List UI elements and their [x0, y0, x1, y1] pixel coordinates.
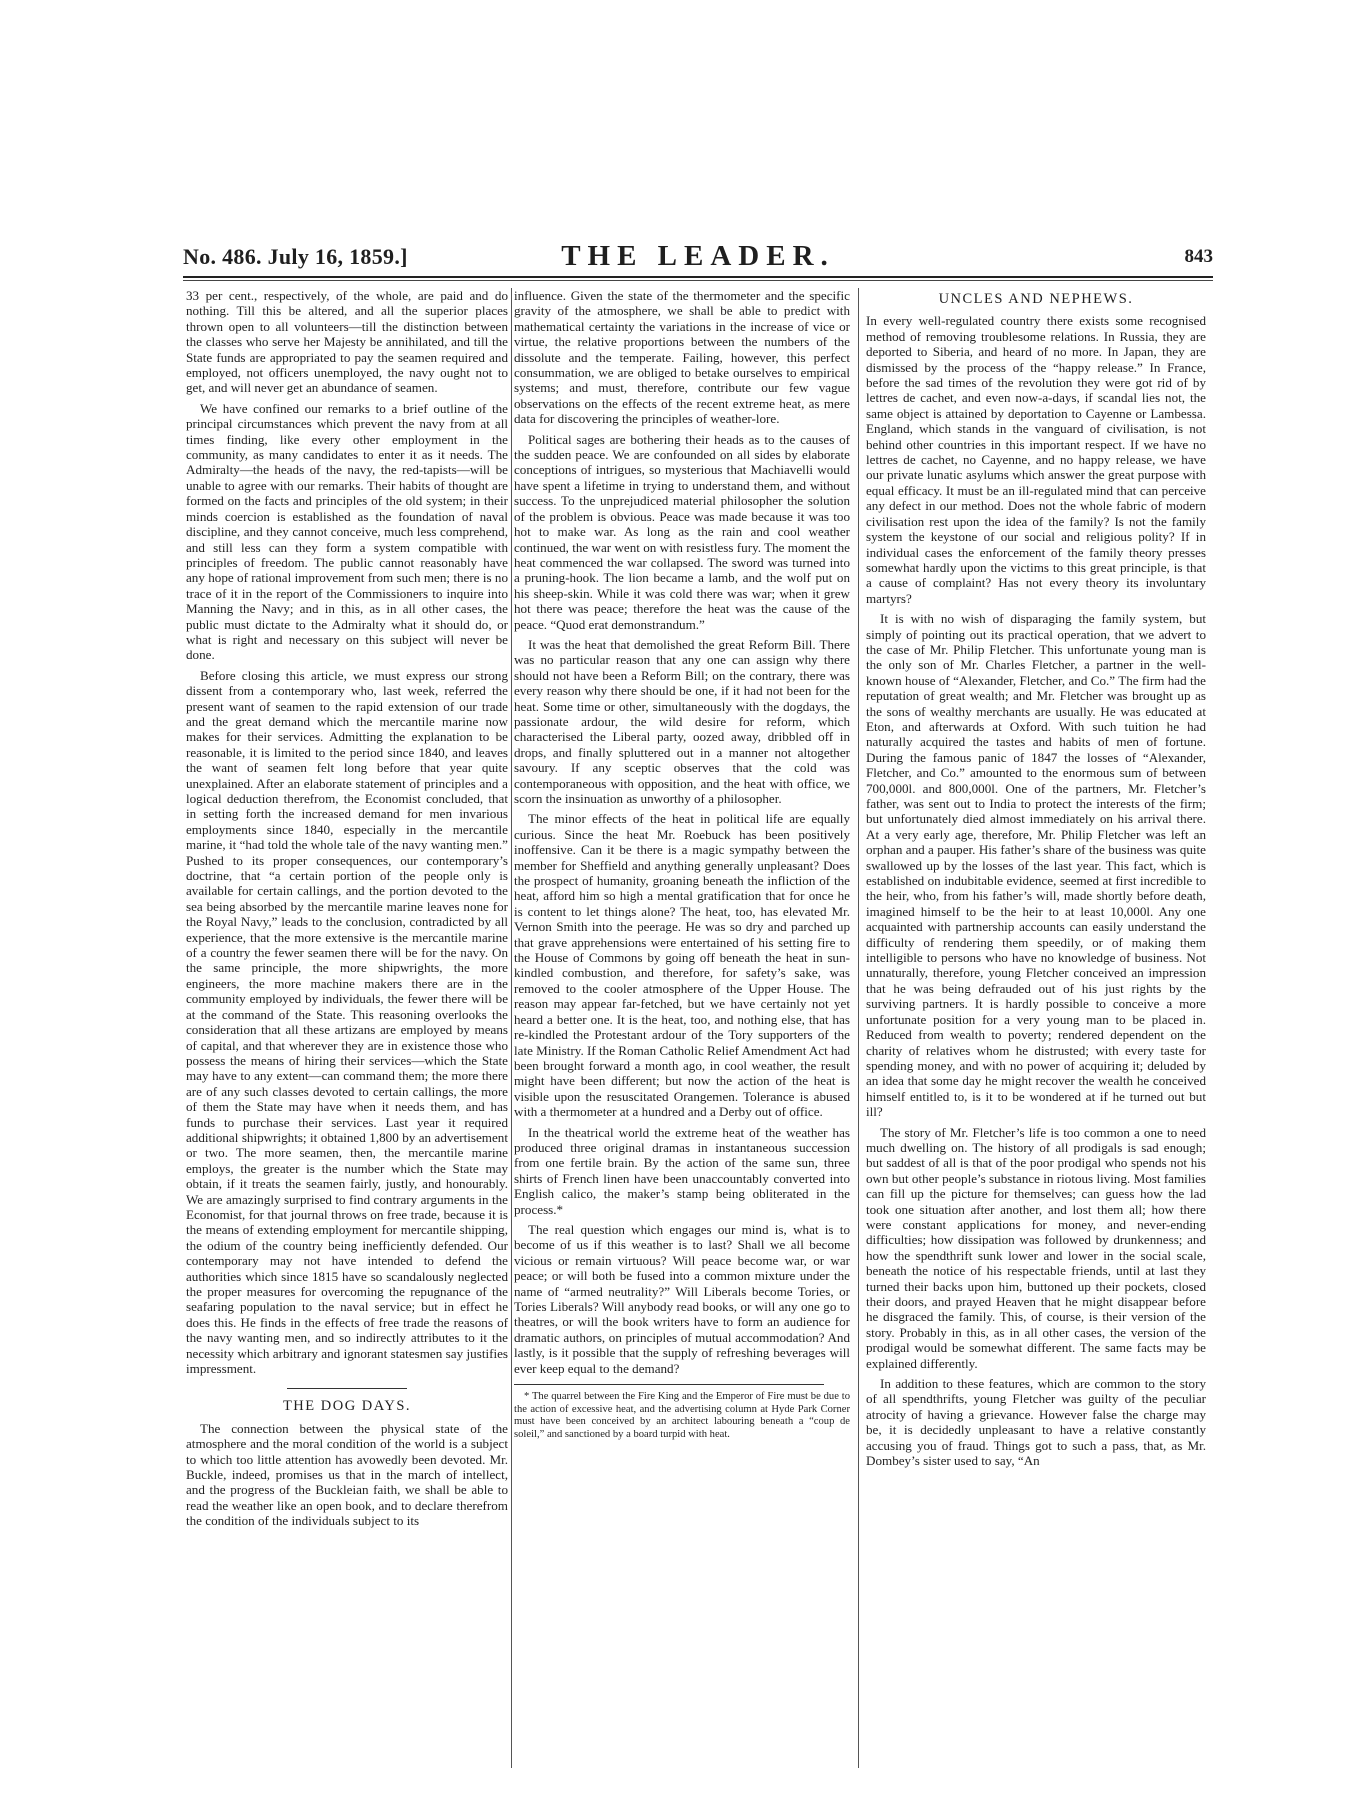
paragraph: The real question which engages our mind is, what is to become of us if this weather is to last? Shall we all become vicious or remain virtuous? Will peace become war, or war peace; or will both be fused into a common mixture under the name of “armed neutrality?” Will Liberals become Tories, or Tories Liberals? Will anybody read books, or will any one go to theatres, or will the book writers have to form an audience for dramatic authors, on principles of mutual accommodation? And lastly, is it possible that the supply of refreshing beverages will ever keep equal to the demand?	[514, 1221, 850, 1376]
paragraph: influence. Given the state of the thermometer and the specific gravity of the atmosphere, we shall be able to predict with mathematical certainty the variations in the increase of vice or virtue, the relative proportions between the numbers of the dissolute and the temperate. Failing, however, this perfect consummation, we are obliged to betake ourselves to empirical systems; and must, therefore, contribute our few vague observations on the effects of the recent extreme heat, as mere data for discovering the principles of weather-lore.	[514, 288, 850, 427]
column-divider	[511, 288, 512, 1768]
masthead	[183, 240, 1213, 280]
column-divider	[858, 288, 859, 1768]
paragraph: It was the heat that demolished the great Reform Bill. There was no particular reason that any one can assign why there should not have been a Reform Bill; on the contrary, there was every reason why there should be one, if it had not been for the heat. Some time or other, simultaneously with the dogdays, the passionate ardour, the wild desire for reform, which characterised the Liberal party, oozed away, dribbled off in drops, and finally spluttered out in a manner not altogether savoury. If any sceptic observes that the cold was contemporaneous with opposition, and the heat with office, we scorn the insinuation as unworthy of a philosopher.	[514, 636, 850, 806]
issue-date: No. 486. July 16, 1859.]	[183, 244, 408, 269]
paragraph: In every well-regulated country there exists some recognised method of removing troublesome relations. In Russia, they are deported to Siberia, and heard of no more. In Japan, they are dismissed by the process of the “happy release.” In France, before the sad times of the revolution they were got rid of by lettres de cachet, and even now-a-days, if scandal lies not, the same object is attained by deportation to Cayenne or Lambessa. England, which stands in the vanguard of civilisation, is not behind other countries in this important respect. If we have no lettres de cachet, no Cayenne, and no happy release, we have our private lunatic asylums which answer the great purpose with equal efficacy. It must be an ill-regulated mind that can perceive any defect in our method. Does not the whole fabric of modern civilisation rest upon the idea of the family? Is not the family system the keystone of our social and religious polity? If in individual cases the enforcement of the family theory presses somewhat hardly upon the victims to this great principle, is that a cause of complaint? Has not every theory its involuntary martyrs?	[866, 313, 1206, 606]
article-heading-uncles-and-nephews: UNCLES AND NEPHEWS.	[938, 291, 1134, 307]
paragraph: 33 per cent., respectively, of the whole, are paid and do nothing. Till this be altered, and all the superior places thrown open to all volunteers—till the distinction between the classes who serve her Majesty be annihilated, and till the State funds are appropriated to pay the seamen required and employed, not officers unemployed, the navy ought not to get, and will never get an abundance of seamen.	[186, 288, 508, 396]
paragraph: The minor effects of the heat in political life are equally curious. Since the heat Mr. Roebuck has been positively inoffensive. Can it be there is a magic sympathy between the member for Sheffield and anything generally unpleasant? Does the prospect of humanity, groaning beneath the infliction of the heat, afford him so high a mental gratification that for once he is content to let things alone? The heat, too, has elevated Mr. Vernon Smith into the peerage. He was so dry and parched up that grave apprehensions were entertained of his setting fire to the House of Commons by going off beneath the heat in sun-kindled combustion, and therefore, for safety’s sake, was removed to the cooler atmosphere of the Upper House. The reason may appear far-fetched, but we have certainly not yet heard a better one. It is the heat, too, and nothing else, that has re-kindled the Protestant ardour of the Tory supporters of the late Ministry. If the Roman Catholic Relief Amendment Act had been brought forward a month ago, in cool weather, the result might have been different; but now the action of the heat is visible upon the resuscitated Orangemen. Tolerance is abused with a thermometer at a hundred and a Derby out of office.	[514, 811, 850, 1120]
masthead-rule	[183, 276, 1213, 278]
paragraph: The story of Mr. Fletcher’s life is too common a one to need much dwelling on. The history of all prodigals is sad enough; but saddest of all is that of the poor prodigal who spends not his own but other people’s substance in riotous living. Most families can fill up the picture for themselves; can guess how the lad took one situation after another, and lost them all; how there were constant applications for money, and never-ending difficulties; how dissipation was followed by drunkenness; and how the spendthrift sunk lower and lower in the social scale, beneath the notice of his respectable friends, until at last they turned their backs upon him, buttoned up their pockets, closed their doors, and prayed Heaven that he might disappear before he disgraced the family. This, of course, is their version of the story. Probably in this, as in all other cases, the version of the prodigal would be somewhat different. The same facts may be explained differently.	[866, 1124, 1206, 1371]
article-heading-dog-days: THE DOG DAYS.	[282, 1398, 412, 1415]
column-1	[186, 288, 508, 1770]
paragraph: Before closing this article, we must express our strong dissent from a contemporary who, last week, referred the present want of seamen to the rapid extension of our trade and the great demand which the mercantile marine now makes for their services. Admitting the explanation to be reasonable, it is limited to the period since 1840, and leaves the want of seamen felt long before that year quite unexplained. After an elaborate statement of principles and a logical deduction therefrom, the Economist concluded, that in setting forth the increased demand for men invarious employments since 1840, especially in the mercantile marine, it “had told the whole tale of the navy wanting men.” Pushed to its proper consequences, our contemporary’s doctrine, that “a certain portion of the people only is available for certain callings, and the portion devoted to the sea being absorbed by the mercantile marine leaves none for the Royal Navy,” leads to the conclusion, contradicted by all experience, that the more extensive is the mercantile marine of a country the fewer seamen there will be for the navy. On the same principle, the more shipwrights, the more engineers, the more machine makers there are in the community employed by individuals, the fewer there will be at the command of the State. This reasoning overlooks the consideration that all these artizans are employed by means of capital, and that wherever they are in existence those who possess the means of hiring their services—which the State may have to any extent—can command them; the more there are of any such classes devoted to certain callings, the more of them the State may have when it needs them, and has funds to purchase their services. Last year it required additional shipwrights; it obtained 1,800 by an advertisement or two. The more seamen, then, the mercantile marine employs, the greater is the number which the State may obtain, if it treats the seamen fairly, justly, and honourably. We are amazingly surprised to find contrary arguments in the Economist, for that journal throws on free trade, because it is the means of extending employment for mercantile shipping, the odium of the country being inefficiently defended. Our contemporary may not have intended to defend the authorities which since 1815 have so scandalously neglected the proper measures for overcoming the repugnance of the seafaring population to the naval service; but in effect he does this. He finds in the effects of free trade the reasons of the navy wanting men, and so indirectly attributes to it the necessity which arbitrary and ignorant statesmen say justifies impressment.	[186, 667, 508, 1377]
page-number: 843	[1184, 246, 1213, 267]
masthead-rule-thin	[183, 280, 1213, 281]
article-separator	[287, 1388, 407, 1389]
paragraph: The connection between the physical state of the atmosphere and the moral condition of the world is a subject to which too little attention has avowedly been devoted. Mr. Buckle, indeed, promises us that in the march of intellect, and the progress of the Buckleian faith, we shall be able to read the weather like an open book, and to declare therefrom the condition of the individuals subject to its	[186, 1420, 508, 1529]
column-3	[866, 288, 1206, 1770]
paragraph: Political sages are bothering their heads as to the causes of the sudden peace. We are confounded on all sides by elaborate conceptions of intrigues, so mysterious that Machiavelli would have spent a lifetime in trying to understand them, and without success. To the unprejudiced material philosopher the solution of the problem is obvious. Peace was made because it was too hot to make war. As long as the rain and cool weather continued, the war went on with resistless fury. The moment the heat commenced the war collapsed. The sword was turned into a pruning-hook. The lion became a lamb, and the wolf put on his sheep-skin. While it was cold there was war; when it grew hot there was peace; therefore the heat was the cause of the peace. “Quod erat demonstrandum.”	[514, 431, 850, 632]
footnote-separator	[514, 1384, 824, 1385]
column-2	[514, 288, 850, 1770]
paragraph: We have confined our remarks to a brief outline of the principal circumstances which prevent the navy from at all times finding, like every other employment in the community, as many candidates to enter it as it needs. The Admiralty—the heads of the navy, the red-tapists—will be unable to agree with our remarks. Their habits of thought are formed on the facts and principles of the old system; in their minds coercion is established as the foundation of naval discipline, and they cannot conceive, much less comprehend, and still less can they form a system compatible with principles of freedom. The public cannot reasonably have any hope of rational improvement from such men; there is no trace of it in the report of the Commissioners to inquire into Manning the Navy; and in this, as in all other cases, the public must dictate to the Admiralty what it should do, or what is right and necessary on this subject will never be done.	[186, 400, 508, 663]
paragraph: It is with no wish of disparaging the family system, but simply of pointing out its practical operation, that we advert to the case of Mr. Philip Fletcher. This unfortunate young man is the only son of Mr. Charles Fletcher, a partner in the well-known house of “Alexander, Fletcher, and Co.” The firm had the reputation of great wealth; and Mr. Fletcher was brought up as the sons of wealthy merchants are usually. He was educated at Eton, and afterwards at Oxford. With such tuition he had naturally acquired the tastes and habits of men of fortune. During the famous panic of 1847 the losses of “Alexander, Fletcher, and Co.” amounted to the enormous sum of between 700,000l. and 800,000l. One of the partners, Mr. Fletcher’s father, was sent out to India to protect the interests of the firm; but unfortunately died almost immediately on his arrival there. At a very early age, therefore, Mr. Philip Fletcher was left an orphan and a pauper. His father’s share of the business was quite swallowed up by the losses of the last year. This fact, which is established on indubitable evidence, seemed at first incredible to the heir, who, from his father’s will, made shortly before death, imagined himself to be the heir to at least 10,000l. Any one acquainted with partnership accounts can easily understand the difficulty of rendering them speedily, or of making them intelligible to persons who have no knowledge of business. Not unnaturally, therefore, young Fletcher conceived an impression that he was being defrauded out of his just rights by the surviving partners. It is hardly possible to conceive a more unfortunate position for a very young man to be placed in. Reduced from wealth to poverty; rendered dependent on the charity of relatives whom he distrusted; with every taste for spending money, and with no power of acquiring it; deluded by an idea that some day he might recover the wealth he conceived himself entitled to, is it to be wondered at if he turned out but ill?	[866, 611, 1206, 1120]
newspaper-title: THE LEADER.	[561, 240, 835, 272]
footnote: * The quarrel between the Fire King and the Emperor of Fire must be due to the action of excessive heat, and the advertising column at Hyde Park Corner must have been conceived by an architect labouring beneath a “coup de soleil,” and sanctioned by a board turpid with heat.	[514, 1391, 850, 1440]
paragraph: In the theatrical world the extreme heat of the weather has produced three original dramas in instantaneous succession from one fertile brain. By the action of the same sun, three shirts of French linen have been unaccountably converted into English calico, the maker’s stamp being obliterated in the process.*	[514, 1124, 850, 1217]
paragraph: In addition to these features, which are common to the story of all spendthrifts, young Fletcher was guilty of the peculiar atrocity of having a grievance. However false the charge may be, it is decidedly unpleasant to have a relative constantly accusing you of fraud. Things got to such a pass, that, as Mr. Dombey’s sister used to say, “An	[866, 1376, 1206, 1469]
